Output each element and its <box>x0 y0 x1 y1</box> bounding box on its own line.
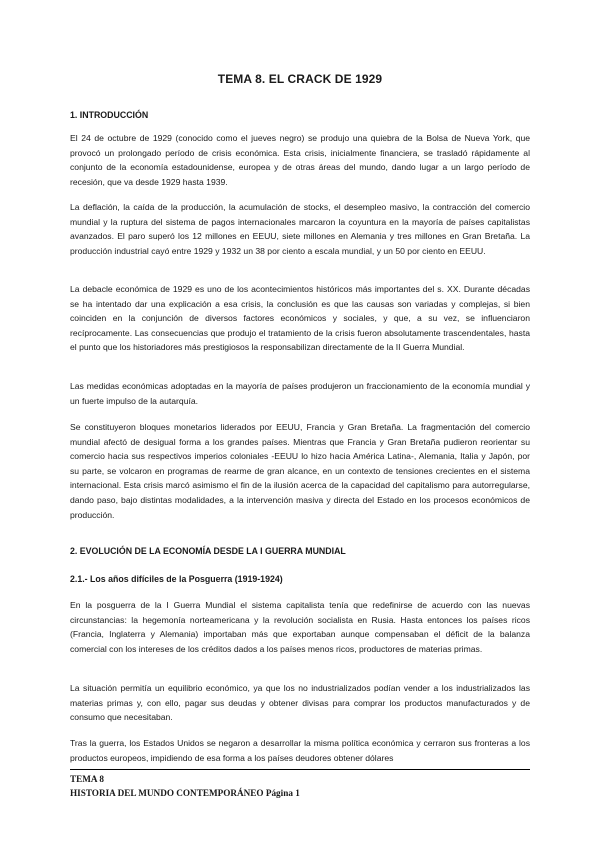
paragraph-3: La debacle económica de 1929 es uno de los acontecimientos históricos más importantes del s. XX. Durante décadas se ha intentado dar una explicación a esa crisis, la conclusión es que las causas son variadas y complejas, si bien coinciden en la conjunción de diversos factores económicos y sociales, y que, a su vez, se influenciaron recíprocamente. Las consecuencias que produjo el tratamiento de la crisis fueron absolutamente trascendentales, hasta el punto que los historiadores más prestigiosos la responsabilizan directamente de la II Guerra Mundial. <box>70 284 530 353</box>
footer-divider <box>70 769 530 770</box>
section-heading-introduccion: 1. INTRODUCCIÓN <box>70 110 149 120</box>
footer-course-page: HISTORIA DEL MUNDO CONTEMPORÁNEO Página 1 <box>70 788 300 798</box>
paragraph-5: Se constituyeron bloques monetarios liderados por EEUU, Francia y Gran Bretaña. La fragmentación del comercio mundial afectó de desigual forma a los grandes países. Mientras que Francia y Gran Bretaña pudieron reorientar su comercio hacia sus respectivos imperios coloniales -EEUU lo hizo hacia América Latina-, Alemania, Italia y Japón, por su parte, se volcaron en programas de rearme de gran alcance, en un contexto de tensiones crecientes en el sistema internacional. Esta crisis marcó asimismo el fin de la ilusión acerca de la capacidad del capitalismo para autorregularse, dando paso, bajo distintas modalidades, a la intervención masiva y directa del Estado en los procesos económicos de producción. <box>70 422 530 520</box>
section-heading-evolucion: 2. EVOLUCIÓN DE LA ECONOMÍA DESDE LA I GUERRA MUNDIAL <box>70 546 346 556</box>
paragraph-4: Las medidas económicas adoptadas en la mayoría de países produjeron un fraccionamiento de la economía mundial y un fuerte impulso de la autarquía. <box>70 381 530 406</box>
paragraph-7: La situación permitía un equilibrio económico, ya que los no industrializados podían vender a los industrializados las materias primas y, con ello, pagar sus deudas y obtener divisas para comprar los productos manufacturados y de consumo que necesitaban. <box>70 683 530 723</box>
subsection-heading-posguerra: 2.1.- Los años difíciles de la Posguerra (1919-1924) <box>70 574 283 584</box>
paragraph-6: En la posguerra de la I Guerra Mundial el sistema capitalista tenía que redefinirse de acuerdo con las nuevas circunstancias: la hegemonía norteamericana y la revolución socialista en Rusia. Hasta entonces los países ricos (Francia, Inglaterra y Alemania) importaban más que exportaban aunque compensaban el déficit de la balanza comercial con los intereses de los créditos dados a los países menos ricos, productores de materias primas. <box>70 600 530 654</box>
paragraph-1: El 24 de octubre de 1929 (conocido como el jueves negro) se produjo una quiebra de la Bolsa de Nueva York, que provocó un prolongado período de crisis económica. Esta crisis, inicialmente financiera, se trasladó rápidamente al conjunto de la economía estadounidense, europea y de otras áreas del mundo, dando lugar a un largo período de recesión, que va desde 1929 hasta 1939. <box>70 133 530 187</box>
paragraph-8: Tras la guerra, los Estados Unidos se negaron a desarrollar la misma política económica y cerraron sus fronteras a los productos europeos, impidiendo de esa forma a los países deudores obtener dólares <box>70 738 530 763</box>
page-title: TEMA 8. EL CRACK DE 1929 <box>217 72 383 86</box>
footer-tema: TEMA 8 <box>70 774 104 784</box>
paragraph-2: La deflación, la caída de la producción, la acumulación de stocks, el desempleo masivo, la contracción del comercio mundial y la ruptura del sistema de pagos internacionales marcaron la coyuntura en la mayoría de países capitalistas avanzados. El paro superó los 12 millones en EEUU, siete millones en Alemania y tres millones en Gran Bretaña. La producción industrial cayó entre 1929 y 1932 un 38 por ciento a escala mundial, y un 50 por ciento en EEUU. <box>70 202 530 256</box>
